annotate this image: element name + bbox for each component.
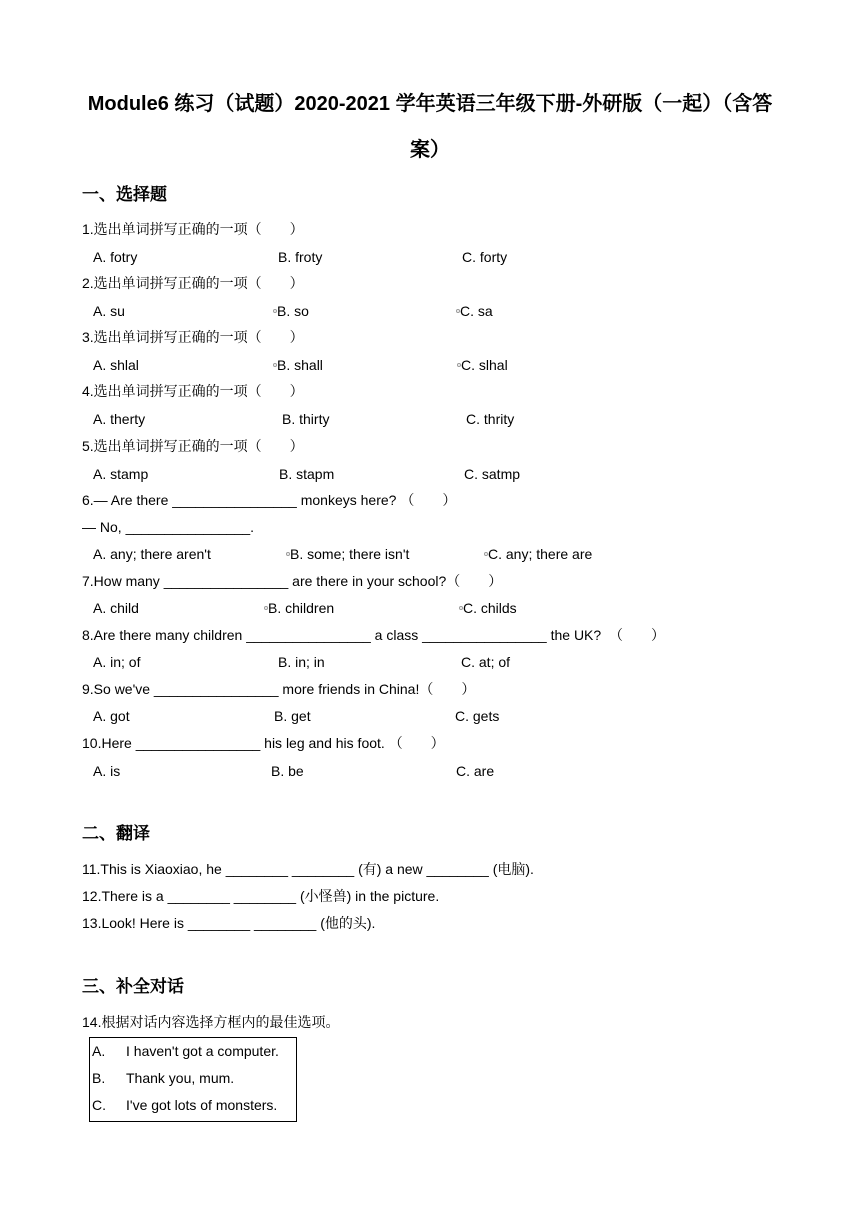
question-7-options: [0, 595, 860, 622]
choice-letter: C.: [92, 1097, 106, 1113]
choice-row-c: [90, 1092, 296, 1119]
choice-letter: A.: [92, 1043, 106, 1059]
question-4-option-a: A. therty: [93, 410, 146, 427]
question-7-option-a: A. child: [93, 599, 139, 616]
question-4-option-c: C. thrity: [466, 410, 515, 427]
question-10-option-a: A. is: [93, 762, 121, 779]
question-6-stem-line-2: — No, ________________.: [82, 518, 255, 535]
question-9-stem: 9.So we've ________________ more friends in China!（ ）: [82, 680, 476, 697]
question-1-option-c: C. forty: [462, 248, 508, 265]
choice-letter: B.: [92, 1070, 106, 1086]
question-6-stem: 6.— Are there ________________ monkeys here? （ ）: [82, 491, 457, 508]
question-2-option-a: A. su: [93, 302, 125, 319]
question-2-stem: 2.选出单词拼写正确的一项（ ）: [82, 274, 304, 291]
question-5-stem: 5.选出单词拼写正确的一项（ ）: [82, 437, 304, 454]
question-1-option-b: B. froty: [278, 248, 323, 265]
question-10-option-b: B. be: [271, 762, 304, 779]
question-6-option-b: B. some; there isn't: [290, 541, 409, 568]
question-11: 11.This is Xiaoxiao, he ________ ________ (有) a new ________ (电脑).: [82, 860, 534, 877]
question-14-stem: 14.根据对话内容选择方框内的最佳选项。: [82, 1013, 340, 1030]
question-5-option-a: A. stamp: [93, 465, 149, 482]
choice-text: I've got lots of monsters.: [126, 1097, 278, 1113]
question-7-option-c: C. childs: [463, 595, 517, 622]
question-13: 13.Look! Here is ________ ________ (他的头).: [82, 914, 376, 931]
question-9-option-b: B. get: [274, 707, 311, 724]
question-5-option-c: C. satmp: [464, 465, 521, 482]
question-9-option-c: C. gets: [455, 707, 500, 724]
document-title-line-1: Module6 练习（试题）2020-2021 学年英语三年级下册-外研版（一起）（含答: [87, 93, 773, 115]
question-6-options: [0, 541, 860, 568]
question-3-option-a: A. shlal: [93, 356, 139, 373]
question-3-option-c: C. slhal: [461, 352, 508, 379]
question-6-option-c: C. any; there are: [488, 541, 592, 568]
question-3-stem: 3.选出单词拼写正确的一项（ ）: [82, 328, 304, 345]
choice-row-a: [90, 1038, 296, 1065]
question-9-option-a: A. got: [93, 707, 130, 724]
question-2-option-b: B. so: [277, 298, 309, 325]
question-1-options: [0, 244, 860, 271]
question-9-options: [0, 703, 860, 730]
section-heading-choice: 一、选择题: [82, 184, 167, 204]
question-4-option-b: B. thirty: [282, 410, 330, 427]
question-3-options: [0, 352, 860, 379]
section-heading-dialogue: 三、补全对话: [82, 976, 184, 996]
choice-row-b: [90, 1065, 296, 1092]
question-8-option-b: B. in; in: [278, 653, 325, 670]
question-10-options: [0, 758, 860, 785]
question-1-option-a: A. fotry: [93, 248, 138, 265]
question-8-options: [0, 649, 860, 676]
question-10-option-c: C. are: [456, 762, 495, 779]
question-1-stem: 1.选出单词拼写正确的一项（ ）: [82, 220, 304, 237]
question-4-options: [0, 406, 860, 433]
choice-text: I haven't got a computer.: [126, 1043, 279, 1059]
question-7-option-b: B. children: [268, 595, 334, 622]
question-10-stem: 10.Here ________________ his leg and his foot. （ ）: [82, 734, 445, 751]
section-heading-translation: 二、翻译: [82, 823, 150, 843]
question-8-option-c: C. at; of: [461, 653, 511, 670]
question-2-option-c: C. sa: [460, 298, 493, 325]
question-4-stem: 4.选出单词拼写正确的一项（ ）: [82, 382, 304, 399]
question-7-stem: 7.How many ________________ are there in your school?（ ）: [82, 572, 503, 589]
question-8-stem: 8.Are there many children ________________ a class ________________ the UK? （ ）: [82, 626, 665, 643]
document-title-line-2: 案）: [410, 139, 450, 161]
question-8-option-a: A. in; of: [93, 653, 141, 670]
question-2-options: [0, 298, 860, 325]
question-3-option-b: B. shall: [277, 352, 323, 379]
question-5-options: [0, 461, 860, 488]
question-5-option-b: B. stapm: [279, 465, 335, 482]
question-6-option-a: A. any; there aren't: [93, 545, 211, 562]
choice-box: [89, 1037, 297, 1122]
choice-text: Thank you, mum.: [126, 1070, 235, 1086]
question-12: 12.There is a ________ ________ (小怪兽) in the picture.: [82, 887, 440, 904]
